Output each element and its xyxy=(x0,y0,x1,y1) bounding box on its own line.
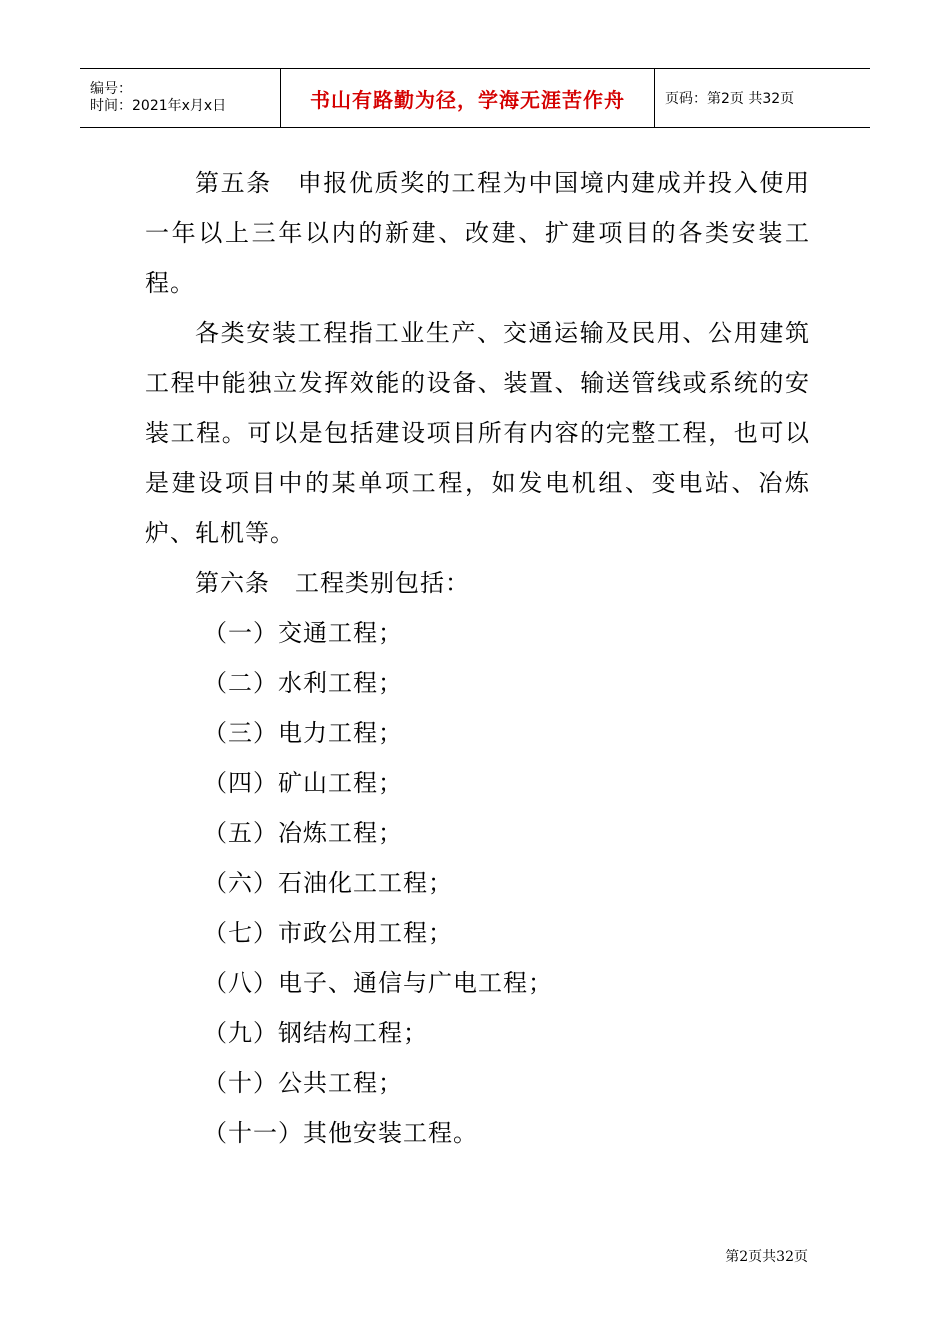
list-item: （五）冶炼工程； xyxy=(203,819,403,847)
list-item: （十）公共工程； xyxy=(203,1069,403,1097)
list-item: （四）矿山工程； xyxy=(203,769,403,797)
list-item: （一）交通工程； xyxy=(203,619,403,647)
header-motto: 书山有路勤为径，学海无涯苦作舟 xyxy=(310,87,625,112)
document-body xyxy=(145,158,810,1158)
article-six-paragraph: 第六条 工程类别包括： xyxy=(195,569,470,597)
list-item: （十一）其他安装工程。 xyxy=(203,1119,478,1147)
list-item: （三）电力工程； xyxy=(203,719,403,747)
header-meta-cell xyxy=(80,69,281,127)
header-page-cell xyxy=(655,69,870,127)
header-motto-cell xyxy=(281,69,655,127)
installation-definition-paragraph: 各类安装工程指工业生产、交通运输及民用、公用建筑工程中能独立发挥效能的设备、装置、输送管线或系统的安装工程。可以是包括建设项目所有内容的完整工程，也可以是建设项目中的某单项工程，如发电机组、变电站、冶炼炉、轧机等。 xyxy=(145,319,810,547)
list-item: （九）钢结构工程； xyxy=(203,1019,428,1047)
document-date: 时间：2021年x月x日 xyxy=(90,98,227,114)
list-item: （二）水利工程； xyxy=(203,669,403,697)
page-footer-number: 第2页共32页 xyxy=(725,1249,808,1265)
document-number-label: 编号： xyxy=(90,81,132,97)
list-item: （八）电子、通信与广电工程； xyxy=(203,969,553,997)
document-header xyxy=(80,68,870,128)
list-item: （六）石油化工工程； xyxy=(203,869,453,897)
header-page-code: 页码：第2页 共32页 xyxy=(665,91,795,107)
list-item: （七）市政公用工程； xyxy=(203,919,453,947)
article-five-paragraph: 第五条 申报优质奖的工程为中国境内建成并投入使用一年以上三年以内的新建、改建、扩建项目的各类安装工程。 xyxy=(145,169,810,297)
